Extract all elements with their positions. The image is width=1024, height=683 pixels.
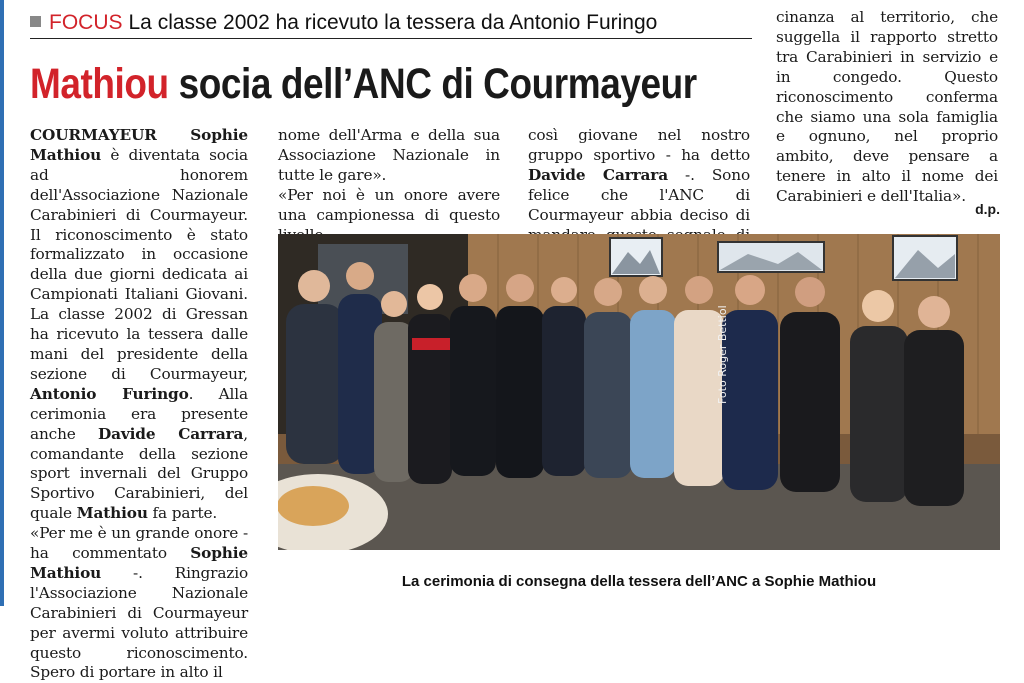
kicker-square-icon [30, 16, 41, 27]
article-paragraph [30, 126, 248, 524]
article-column-2 [278, 126, 500, 245]
body-text: . Alla cerimonia era presente anche [30, 384, 249, 443]
kicker-line [30, 8, 752, 39]
article-column-4 [776, 8, 998, 207]
body-text: -. Ringrazio l'Associazione Nazionale Carabinieri di Courmayeur per avermi voluto attribuire questo riconoscimento. Spero di portare in alto il [30, 563, 248, 682]
bold-name: Antonio Furingo [30, 384, 189, 403]
bold-name: Mathiou [76, 504, 148, 523]
photo-caption: La cerimonia di consegna della tessera dell’ANC a Sophie Mathiou [401, 573, 877, 590]
body-text: cinanza al territorio, che suggella il rapporto stretto tra Carabinieri in servizio e in congedo. Questo riconoscimento conferma che siamo una sola famiglia e ognuno, nel proprio ambito, deve pensare a tenere in alto il nome dei Carabinieri e dell'Italia». [776, 8, 998, 206]
bold-name: Davide Carrara [98, 424, 244, 443]
bold-name: Davide Carrara [528, 165, 668, 184]
kicker-subtitle: La classe 2002 ha ricevuto la tessera da Antonio Furingo [128, 11, 658, 34]
headline-rest: socia dell’ANC di Courmayeur [178, 60, 697, 108]
author-signature: d.p. [975, 201, 1000, 217]
left-margin-rule [0, 0, 4, 606]
body-text: , comandante della sezione sport invernali del Gruppo Sportivo Carabinieri, del quale [30, 424, 248, 523]
body-text: «Per noi è un onore avere una campionessa di questo [278, 185, 500, 224]
body-text: fa parte. [147, 504, 218, 523]
article-paragraph [776, 8, 998, 207]
body-text: «Per me è un grande onore - ha commentato [30, 524, 248, 563]
bold-name: COURMAYEUR Sophie Mathiou [30, 126, 248, 164]
photo-credit: Foto Roger Bettiol [716, 305, 729, 404]
article-paragraph [278, 126, 500, 186]
group-photo-illustration [278, 234, 1000, 550]
headline-name: Mathiou [30, 60, 169, 108]
headline [30, 52, 697, 116]
body-text: è diventata socia ad honorem dell'Associazione Nazionale Carabinieri di Courmayeur. Il riconoscimento è stato formalizzato in occasione della due giorni dedicata ai Campionati Italiani Giovani. La classe 2002 di Gressan ha ricevuto la tessera dalle mani del presidente della sezione di Courmayeur, [30, 145, 248, 383]
ceremony-photo [278, 234, 1000, 550]
kicker-label: FOCUS [49, 11, 123, 34]
body-text: -. Sono felice che l'ANC di Courmayeur abbia deciso di [528, 165, 750, 224]
body-text: nome dell'Arma e della sua Associazione Nazionale in tutte le gare». [278, 126, 500, 184]
bold-name: Sophie Mathiou [30, 544, 248, 582]
body-text: così giovane nel nostro gruppo sportivo - ha detto [528, 126, 750, 164]
article-paragraph [30, 524, 248, 683]
article-column-1 [30, 126, 248, 683]
